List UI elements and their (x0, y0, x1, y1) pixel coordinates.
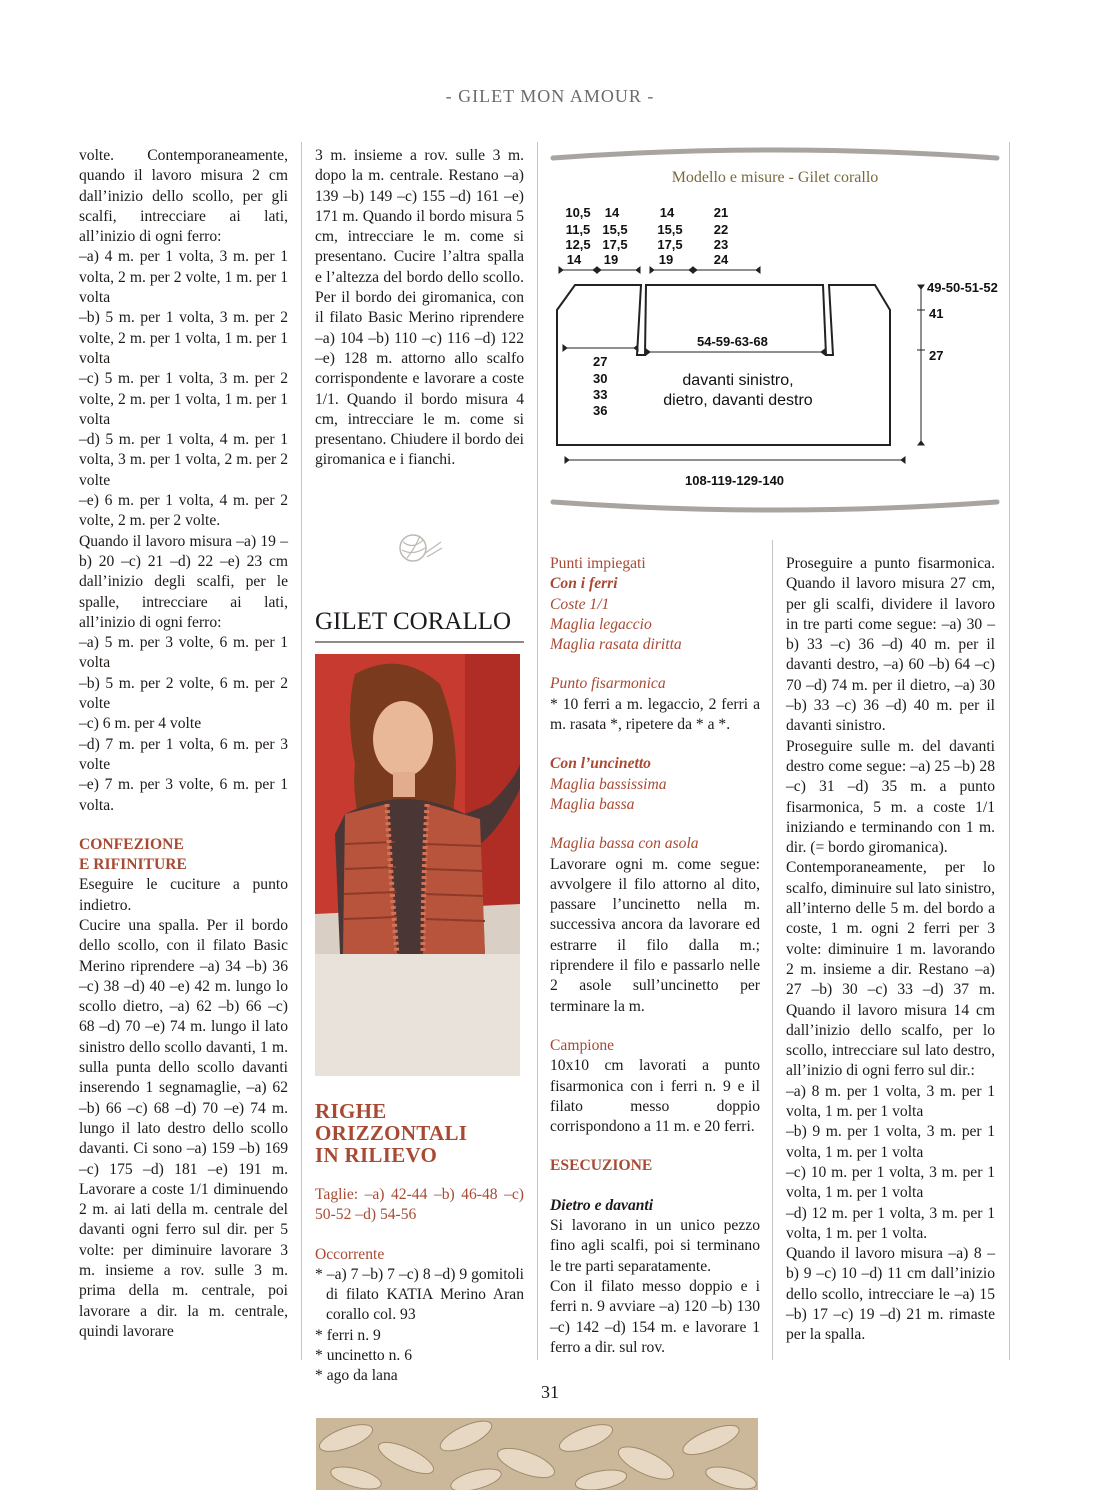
section-heading: Campione (550, 1036, 615, 1054)
subsection-heading: Con l’uncinetto (550, 755, 651, 773)
schematic-diagram (545, 140, 1005, 520)
measure-label: 14 (566, 252, 582, 267)
pattern-subtitle: IN RILIEVO (315, 1143, 438, 1167)
material-item: * ferri n. 9 (315, 1326, 381, 1344)
section-heading: Punti impiegati (550, 555, 646, 572)
paragraph: * 10 ferri a m. legaccio, 2 ferri a m. rasata *, ripetere da * a *. (550, 695, 760, 734)
pattern-title: GILET CORALLO (315, 608, 524, 643)
subsection-heading: Dietro e davanti (550, 1196, 654, 1214)
pattern-subtitle: RIGHE ORIZZONTALI (315, 1099, 468, 1145)
column-4 (786, 554, 995, 1346)
paragraph: Eseguire le cuciture a punto indietro. (79, 876, 288, 914)
stitch-heading: Punto fisarmonica (550, 675, 666, 693)
section-heading: E RIFINITURE (79, 856, 187, 874)
column-2 (315, 146, 524, 471)
paragraph: Con il filato messo doppio e i ferri n. 9 avviare –a) 120 –b) 130 –c) 142 –d) 154 m. e lavorare 1 ferro a dir. sul rov. (550, 1277, 760, 1356)
size-line: –b) 5 m. per 2 volte, 6 m. per 2 volte (79, 674, 288, 713)
knit-texture-image (316, 1418, 758, 1490)
stitch-item: Maglia legaccio (550, 615, 652, 633)
sizes-line (315, 1185, 524, 1226)
paragraph: Quando il lavoro misura –a) 19 –b) 20 –c) 21 –d) 22 –e) 23 cm dall’inizio degli scalfi, per le spalle, intrecciare ai lati, all’inizio di ogni ferro: (79, 532, 288, 631)
measure-label: 19 (603, 252, 619, 267)
materials-heading: Occorrente (315, 1245, 385, 1263)
measure-label: 21 (713, 205, 729, 220)
column-1 (79, 146, 288, 1342)
column-divider (772, 540, 773, 1360)
sizes-label: Taglie: (315, 1186, 359, 1203)
size-line: –d) 12 m. per 1 volta, 3 m. per 1 volta, 1 m. per 1 volta. (786, 1204, 995, 1242)
measure-label: 17,5 (657, 237, 683, 252)
paragraph: Contemporaneamente, per lo scalfo, diminuire sul lato sinistro, all’interno delle 5 m. del bordo a coste, 1 m. ogni 2 ferri per 3 volte: diminuire 1 m. lavorando 2 m. insieme a dir. Restano –a) 27 –b) 30 –c) 33 –d) 37 m. Quando il lavoro misura 14 cm dall’inizio dello scalfo, per lo scollo, intrecciare sul lato destro, all’inizio di ogni ferro sul dir.: (786, 859, 995, 1080)
paragraph: Proseguire sulle m. del davanti destro come segue: –a) 25 –b) 28 –c) 31 –d) 35 m. a punto fisarmonica, 5 m. a coste 1/1 iniziando e terminando con 1 m. dir. (= bordo giromanica). (786, 737, 995, 857)
measure-label: 23 (713, 237, 729, 252)
material-item: * uncinetto n. 6 (315, 1347, 413, 1365)
sizes-value: –a) 42-44 –b) 46-48 –c) 50-52 –d) 54-56 (315, 1186, 524, 1224)
stitch-item: Maglia bassissima (550, 775, 667, 793)
measure-label: 30 (593, 371, 608, 386)
size-line: –a) 4 m. per 1 volta, 3 m. per 1 volta, 2 m. per 2 volte, 1 m. per 1 volta (79, 248, 288, 307)
size-line: –a) 8 m. per 1 volta, 3 m. per 1 volta, 1 m. per 1 volta (786, 1082, 995, 1121)
size-line: –b) 9 m. per 1 volta, 3 m. per 1 volta, 1 m. per 1 volta (786, 1123, 995, 1161)
measure-label: 17,5 (602, 237, 628, 252)
paragraph: 3 m. insieme a rov. sulle 3 m. dopo la m. centrale. Restano –a) 139 –b) 149 –c) 155 –d) 161 –e) 171 m. Quando il bordo misura 5 cm, intrecciare le m. come si presentano. Cucire l’altra spalla e l’altezza del bordo dello scollo. Per il bordo dei giromanica, con il filato Basic Merino riprendere –a) 104 –b) 110 –c) 116 –d) 122 –e) 128 m. attorno allo scalfo corrispondente e lavorare a coste 1/1. Quando il bordo misura 4 cm, intrecciare le m. come si presentano. Chiudere il bordo dei giromanica e i fianchi. (315, 147, 524, 469)
section-heading: ESECUZIONE (550, 1157, 653, 1175)
material-item: * ago da lana (315, 1367, 398, 1385)
piece-label: davanti sinistro, (682, 372, 794, 389)
paragraph: Cucire una spalla. Per il bordo dello scollo, con il filato Basic Merino riprendere –a) 34 –b) 36 –c) 38 –d) 40 –e) 42 m. lungo lo scollo dietro, –a) 62 –b) 66 –c) 68 –d) 70 –e) 74 m. lungo il lato sinistro dello scollo davanti, 1 m. sulla punta dello scollo davanti inserendo 1 segnamaglie, –a) 62 –b) 66 –c) 68 –d) 70 –e) 74 m. lungo il lato destro dello scollo davanti. Ci sono –a) 159 –b) 169 –c) 175 –d) 181 –e) 191 m. Lavorare a coste 1/1 diminuendo 2 m. ai lati della m. centrale del davanti ogni ferro sul dir. per 5 volte: per diminuire lavorare 3 m. insieme a rov. sulle 3 m. prima della m. centrale, poi lavorare a dir. la m. centrale, quindi lavorare (79, 916, 288, 1340)
column-divider (301, 142, 302, 1360)
size-line: –d) 7 m. per 1 volta, 6 m. per 3 volte (79, 735, 288, 773)
measure-label: 41 (929, 306, 944, 321)
size-line: –c) 6 m. per 4 volte (79, 715, 202, 733)
measure-label: 49-50-51-52 (927, 280, 998, 295)
yarn-ball-icon (393, 528, 443, 568)
measure-label: 10,5 (565, 205, 591, 220)
paragraph: Lavorare ogni m. come segue: avvolgere il filo attorno al dito, passare l’uncinetto nella m. successiva ancora da lavorare ed estrarre il filo dalla m.; riprendere il filo e passarlo nelle 2 asole sull’uncinetto per terminare la m. (550, 855, 760, 1015)
size-line: –c) 10 m. per 1 volta, 3 m. per 1 volta, 1 m. per 1 volta (786, 1163, 995, 1202)
frame-bottom (553, 502, 997, 510)
measure-label: 54-59-63-68 (697, 334, 768, 349)
running-head: - GILET MON AMOUR - (445, 86, 655, 106)
size-line: –e) 7 m. per 3 volte, 6 m. per 1 volta. (79, 776, 288, 814)
measure-label: 14 (659, 205, 675, 220)
section-heading: CONFEZIONE (79, 835, 184, 853)
model-photo (315, 654, 520, 1076)
page-number: 31 (541, 1382, 559, 1402)
diagram-title: Modello e misure - Gilet corallo (671, 169, 879, 186)
frame-top (553, 150, 997, 158)
size-line: –b) 5 m. per 1 volta, 3 m. per 2 volte, 2 m. per 1 volta, 1 m. per 1 volta (79, 309, 288, 367)
material-item: * –a) 7 –b) 7 –c) 8 –d) 9 gomitoli di filato KATIA Merino Aran corallo col. 93 (315, 1265, 524, 1324)
subsection-heading: Con i ferri (550, 575, 618, 593)
paragraph: Proseguire a punto fisarmonica. Quando il lavoro misura 27 cm, per gli scalfi, dividere il lavoro in tre parti come segue: –a) 30 –b) 33 –c) 36 –d) 40 m. per il davanti destro, –a) 60 –b) 64 –c) 70 –d) 74 m. per il dietro, –a) 30 –b) 33 –c) 36 –d) 40 m. per il davanti sinistro. (786, 555, 995, 735)
paragraph: Si lavorano in un unico pezzo fino agli scalfi, poi si terminano le tre parti separatamente. (550, 1217, 760, 1275)
stitch-heading: Maglia bassa con asola (550, 835, 699, 853)
measure-label: 27 (929, 348, 944, 363)
stitch-item: Maglia rasata diritta (550, 636, 682, 654)
measure-label: 108-119-129-140 (685, 473, 785, 488)
paragraph: 10x10 cm lavorati a punto fisarmonica con i ferri n. 9 e il filato messo doppio corrispondono a 11 m. e 20 ferri. (550, 1057, 760, 1136)
pattern-summary (315, 1100, 524, 1387)
measure-label: 11,5 (565, 222, 591, 237)
measure-label: 15,5 (657, 222, 683, 237)
column-divider (1009, 142, 1010, 1360)
size-line: –d) 5 m. per 1 volta, 4 m. per 1 volta, 3 m. per 1 volta, 2 m. per 2 volte (79, 431, 288, 489)
measure-label: 24 (713, 252, 729, 267)
size-line: –c) 5 m. per 1 volta, 3 m. per 2 volte, 2 m. per 1 volta, 1 m. per 1 volta (79, 370, 288, 428)
measure-label: 33 (593, 387, 608, 402)
piece-label: dietro, davanti destro (663, 392, 813, 409)
size-line: –e) 6 m. per 1 volta, 4 m. per 2 volte, 2 m. per 2 volte. (79, 492, 288, 530)
pattern-title-block (315, 608, 524, 657)
paragraph: Quando il lavoro misura –a) 8 –b) 9 –c) 10 –d) 11 cm dall’inizio dello scollo, intrecciare le –a) 15 –b) 17 –c) 19 –d) 21 m. rimaste per la spalla. (786, 1245, 995, 1344)
measure-label: 15,5 (602, 222, 628, 237)
column-divider (537, 142, 538, 1360)
measure-label: 27 (593, 354, 608, 369)
paragraph: volte. Contemporaneamente, quando il lavoro misura 2 cm dall’inizio dello scollo, per gli scalfi, intrecciare ai lati, all’inizio di ogni ferro: (79, 147, 288, 246)
stitch-item: Coste 1/1 (550, 595, 610, 613)
stitch-item: Maglia bassa (550, 795, 635, 813)
measure-label: 36 (593, 403, 608, 418)
measure-label: 19 (658, 252, 674, 267)
measure-label: 12,5 (565, 237, 591, 252)
measure-label: 22 (713, 222, 729, 237)
size-line: –a) 5 m. per 3 volte, 6 m. per 1 volta (79, 634, 288, 672)
column-3 (550, 554, 760, 1358)
measure-label: 14 (604, 205, 620, 220)
